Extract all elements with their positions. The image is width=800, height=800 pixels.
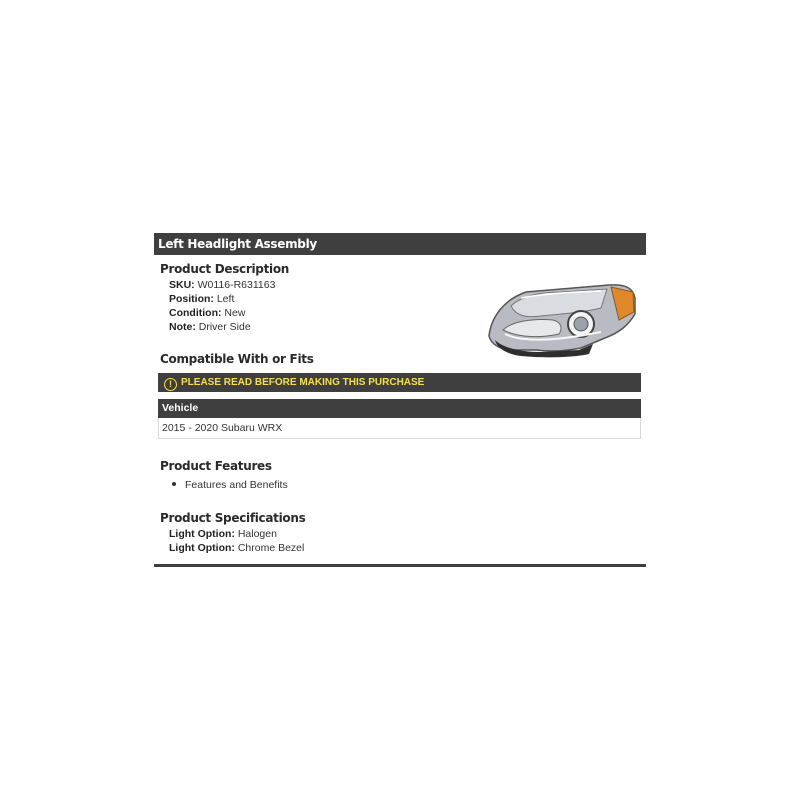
purchase-warning-text: PLEASE READ BEFORE MAKING THIS PURCHASE — [181, 377, 425, 388]
vehicle-table-header: Vehicle — [158, 399, 641, 418]
note-label: Note: — [169, 321, 196, 333]
sku-value: W0116-R631163 — [197, 279, 276, 291]
bullet-icon — [172, 482, 176, 486]
exclamation-circle-icon: ! — [164, 378, 177, 391]
note-row — [169, 320, 251, 334]
spec-value: Halogen — [237, 528, 277, 540]
spec-label: Light Option: — [169, 528, 235, 540]
purchase-warning-banner — [158, 373, 641, 392]
product-title: Left Headlight Assembly — [154, 233, 646, 255]
position-value: Left — [216, 293, 235, 305]
position-row — [169, 292, 234, 306]
bottom-divider — [154, 564, 646, 567]
spec-row — [169, 541, 304, 555]
vehicle-table-row: 2015 - 2020 Subaru WRX — [158, 418, 641, 439]
spec-row — [169, 527, 277, 541]
spec-value: Chrome Bezel — [237, 542, 305, 554]
note-value: Driver Side — [198, 321, 251, 333]
condition-label: Condition: — [169, 307, 222, 319]
headlight-product-image — [481, 278, 641, 358]
spec-label: Light Option: — [169, 542, 235, 554]
product-specifications-heading: Product Specifications — [160, 511, 306, 525]
compatible-heading: Compatible With or Fits — [160, 352, 314, 366]
sku-row — [169, 278, 275, 292]
sku-label: SKU: — [169, 279, 195, 291]
vehicle-table — [158, 399, 641, 439]
product-card — [154, 233, 646, 567]
condition-value: New — [224, 307, 246, 319]
product-features-heading: Product Features — [160, 459, 272, 473]
condition-row — [169, 306, 245, 320]
product-description-heading: Product Description — [160, 262, 290, 276]
position-label: Position: — [169, 293, 214, 305]
feature-text: Features and Benefits — [185, 479, 288, 491]
feature-list-item — [172, 479, 288, 491]
